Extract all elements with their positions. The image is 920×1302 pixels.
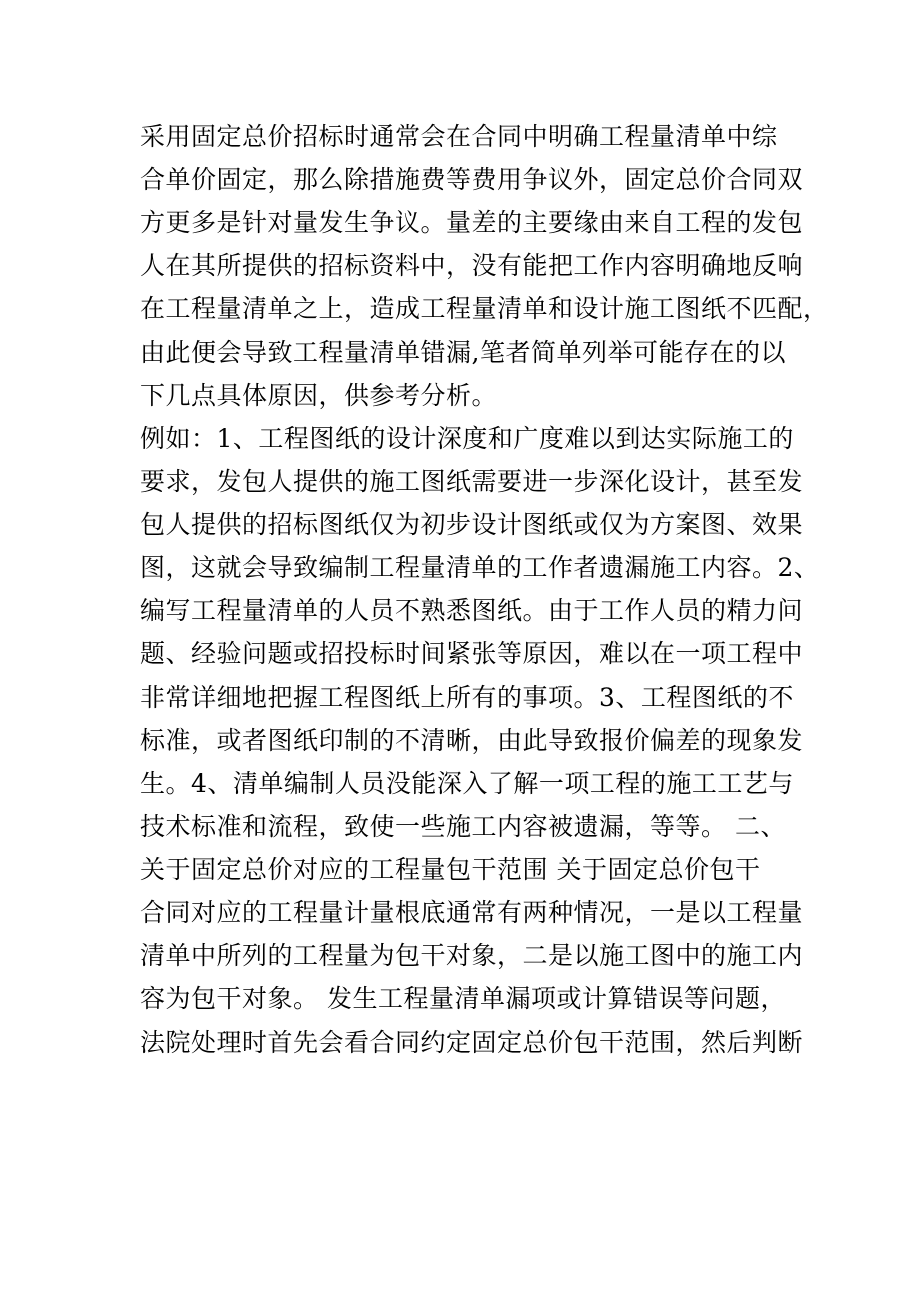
text-line: 标准，或者图纸印制的不清晰，由此导致报价偏差的现象发 xyxy=(140,726,804,755)
text-line: 法院处理时首先会看合同约定固定总价包干范围，然后判断 xyxy=(140,1028,804,1057)
text-line: 技术标准和流程，致使一些施工内容被遗漏，等等。 二、 xyxy=(140,812,786,841)
text-line: 容为包干对象。 发生工程量清单漏项或计算错误等问题， xyxy=(140,984,786,1013)
text-line: 图，这就会导致编制工程量清单的工作者遗漏施工内容。2、 xyxy=(140,553,820,582)
text-line: 人在其所提供的招标资料中，没有能把工作内容明确地反响 xyxy=(140,251,804,280)
text-line: 在工程量清单之上，造成工程量清单和设计施工图纸不匹配， xyxy=(140,294,829,323)
text-line: 例如：1、工程图纸的设计深度和广度难以到达实际施工的 xyxy=(140,424,794,453)
text-line: 清单中所列的工程量为包干对象，二是以施工图中的施工内 xyxy=(140,941,804,970)
text-line: 非常详细地把握工程图纸上所有的事项。3、工程图纸的不 xyxy=(140,683,794,712)
text-line: 下几点具体原因，供参考分析。 xyxy=(140,381,498,410)
text-line: 关于固定总价对应的工程量包干范围 关于固定总价包干 xyxy=(140,855,761,884)
text-line: 编写工程量清单的人员不熟悉图纸。由于工作人员的精力问 xyxy=(140,596,804,625)
text-line: 由此便会导致工程量清单错漏,笔者简单列举可能存在的以 xyxy=(140,338,786,367)
text-line: 方更多是针对量发生争议。量差的主要缘由来自工程的发包 xyxy=(140,208,804,237)
text-line: 题、经验问题或招投标时间紧张等原因，难以在一项工程中 xyxy=(140,639,804,668)
text-line: 合同对应的工程量计量根底通常有两种情况，一是以工程量 xyxy=(140,898,804,927)
text-line: 要求，发包人提供的施工图纸需要进一步深化设计，甚至发 xyxy=(140,467,804,496)
text-line: 采用固定总价招标时通常会在合同中明确工程量清单中综 xyxy=(140,122,778,151)
text-line: 包人提供的招标图纸仅为初步设计图纸或仅为方案图、效果 xyxy=(140,510,804,539)
text-line: 生。4、清单编制人员没能深入了解一项工程的施工工艺与 xyxy=(140,769,794,798)
text-line: 合单价固定，那么除措施费等费用争议外，固定总价合同双 xyxy=(140,165,804,194)
